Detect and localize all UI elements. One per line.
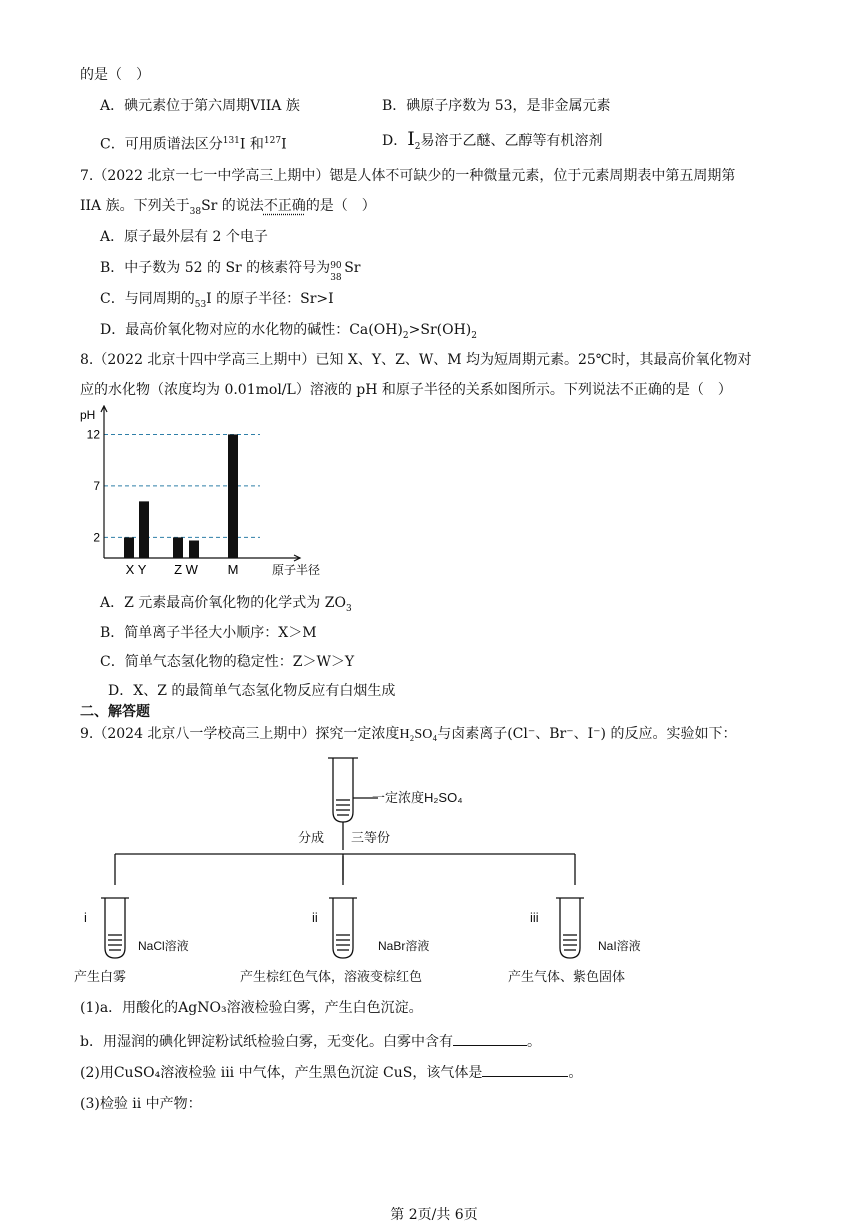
- q9-stem-post: 与卤素离子(Cl⁻、Br⁻、I⁻) 的反应。实验如下：: [437, 726, 737, 742]
- q9-p1b-text: b．用湿润的碘化钾淀粉试纸检验白雾，无变化。白雾中含有: [80, 1034, 453, 1050]
- q6-stem-tail: 的是（ ）: [80, 67, 150, 83]
- q7-option-a: A．原子最外层有 2 个电子: [100, 229, 268, 245]
- diagram-svg: [60, 750, 700, 990]
- q9-p2-pre: (2)用: [80, 1065, 114, 1081]
- bar-M: [228, 434, 238, 558]
- tube-iii: [560, 898, 580, 958]
- q9-p1b-end: 。: [526, 1034, 541, 1050]
- q7-nuclide-script: [330, 258, 344, 283]
- bar-W: [189, 540, 199, 558]
- q9-p2-post: 溶液检验 iii 中气体，产生黑色沉淀 CuS，该气体是: [160, 1065, 483, 1081]
- tube-iii-number: iii: [530, 910, 539, 925]
- q6-option-a: A．碘元素位于第六周期VIIA 族: [100, 98, 300, 114]
- y-tick-2: 2: [93, 530, 100, 545]
- q8-stem-line1: 8.（2022 北京十四中学高三上期中）已知 X、Y、Z、W、M 均为短周期元素。25℃时，其最高价氧化物对: [80, 352, 752, 368]
- experiment-diagram: [60, 750, 700, 990]
- q9-part3: (3)检验 ii 中产物：: [80, 1096, 202, 1112]
- q8-option-a: [100, 593, 352, 619]
- q7-line2-sr: Sr 的说法: [201, 198, 264, 214]
- bar-Y: [139, 501, 149, 558]
- q9-part1a: [80, 998, 423, 1018]
- chart-ticks: [80, 408, 320, 577]
- q7-b-sub: 38: [330, 273, 342, 283]
- q7-line2-sub: 38: [189, 206, 202, 217]
- split-label-left: 分成: [298, 830, 325, 845]
- x-axis-label: 原子半径: [272, 563, 321, 577]
- q9-part1b: [80, 1031, 541, 1052]
- q7-d-pre: D．最高价氧化物对应的水化物的碱性：Ca(OH): [100, 322, 403, 338]
- q8-option-c: C．简单气态氢化物的稳定性：Z＞W＞Y: [100, 654, 355, 670]
- q6-option-d: [382, 129, 602, 157]
- q9-stem-pre: 9.（2024 北京八一学校高三上期中）探究一定浓度: [80, 726, 400, 742]
- q7-c-post: I 的原子半径：Sr>I: [206, 291, 334, 307]
- q6-option-c: [100, 131, 287, 155]
- x-tick-label-1: Z W: [174, 562, 198, 577]
- top-test-tube: [333, 758, 353, 822]
- q8-a-sub: 3: [345, 603, 352, 614]
- q6-d-i: I: [407, 128, 415, 150]
- q7-line2-post: 的是（ ）: [305, 198, 376, 214]
- q7-d-mid: >Sr(OH): [408, 322, 472, 338]
- q6-c-sup1: 131: [222, 136, 240, 146]
- tube-ii-label: NaBr溶液: [378, 939, 430, 953]
- tube-iii-result: 产生气体、紫色固体: [508, 969, 626, 984]
- q9-p2-answer-blank[interactable]: [482, 1062, 568, 1077]
- tube-ii: [333, 898, 353, 958]
- top-tube-label: 一定浓度H₂SO₄: [372, 790, 463, 805]
- q8-option-b: B．简单离子半径大小顺序：X＞M: [100, 625, 317, 641]
- q8-option-d: D．X、Z 的最简单气态氢化物反应有白烟生成: [108, 683, 396, 699]
- q7-emphasis: 不正确: [263, 198, 306, 214]
- x-tick-label-0: X Y: [125, 562, 147, 577]
- q6-d-pre: D．: [382, 133, 408, 149]
- q9-part2: [80, 1062, 582, 1083]
- q7-b-post: Sr: [344, 260, 361, 276]
- q7-stem-line2: [80, 196, 376, 222]
- q6-d-post: 易溶于乙醚、乙醇等有机溶剂: [420, 133, 603, 149]
- q9-p2-chem: CuSO₄: [113, 1065, 161, 1081]
- q9-stem-h2so4: H₂SO₄: [399, 727, 438, 742]
- q9-p1b-answer-blank[interactable]: [453, 1031, 527, 1046]
- q7-b-sup: 90: [330, 261, 342, 271]
- tube-i-label: NaCl溶液: [138, 939, 189, 953]
- q9-p1a-chem: AgNO₃: [178, 1000, 227, 1016]
- bar-Z: [173, 537, 183, 558]
- chart-svg: [80, 405, 350, 585]
- tube-ii-number: ii: [312, 910, 318, 925]
- tube-ii-result: 产生棕红色气体，溶液变棕红色: [240, 969, 423, 984]
- q7-option-c: [100, 289, 334, 315]
- q7-stem-line1: 7.（2022 北京一七一中学高三上期中）锶是人体不可缺少的一种微量元素，位于元素周期表中第五周期第: [80, 168, 736, 184]
- q7-option-d: [100, 320, 477, 346]
- ph-radius-chart: [80, 405, 350, 585]
- q7-line2-pre: IIA 族。下列关于: [80, 198, 190, 214]
- q6-c-mid1: I 和: [239, 136, 264, 153]
- q7-option-b: [100, 258, 361, 283]
- q6-d-sub: 2: [414, 141, 421, 152]
- tube-i: [105, 898, 125, 958]
- q6-c-mid2: I: [281, 136, 287, 153]
- q9-p1a-pre: (1)a．用酸化的: [80, 1000, 179, 1016]
- chart-bars: [124, 434, 238, 558]
- q9-stem: [80, 724, 736, 745]
- y-tick-12: 12: [86, 427, 100, 442]
- y-axis-label: pH: [80, 408, 96, 422]
- tube-iii-label: NaI溶液: [598, 939, 641, 953]
- q9-p1a-post: 溶液检验白雾，产生白色沉淀。: [226, 1000, 423, 1016]
- tube-i-result: 产生白雾: [74, 969, 127, 984]
- q7-c-sub: 53: [194, 299, 207, 310]
- q7-c-pre: C．与同周期的: [100, 291, 195, 307]
- q6-c-text: C．可用质谱法区分: [100, 136, 223, 153]
- y-tick-7: 7: [93, 478, 100, 493]
- x-tick-label-2: M: [227, 562, 239, 577]
- q7-d-sub1: 2: [402, 330, 409, 341]
- page-footer: 第 2页/共 6页: [390, 1207, 478, 1223]
- tube-i-number: i: [84, 910, 87, 925]
- q8-stem-line2: 应的水化物（浓度均为 0.01mol/L）溶液的 pH 和原子半径的关系如图所示。下列说法不正确的是（ ）: [80, 382, 732, 398]
- q9-p2-end: 。: [568, 1065, 583, 1081]
- q6-c-sup2: 127: [263, 136, 282, 146]
- split-label-right: 三等份: [351, 830, 391, 845]
- q6-option-b: B．碘原子序数为 53，是非金属元素: [382, 98, 611, 114]
- q8-a-pre: A．Z 元素最高价氧化物的化学式为 ZO: [100, 595, 346, 611]
- q7-b-pre: B．中子数为 52 的 Sr 的核素符号为: [100, 260, 331, 276]
- q7-d-sub2: 2: [471, 330, 477, 341]
- section-title: 二、解答题: [80, 704, 150, 720]
- bar-X: [124, 537, 134, 558]
